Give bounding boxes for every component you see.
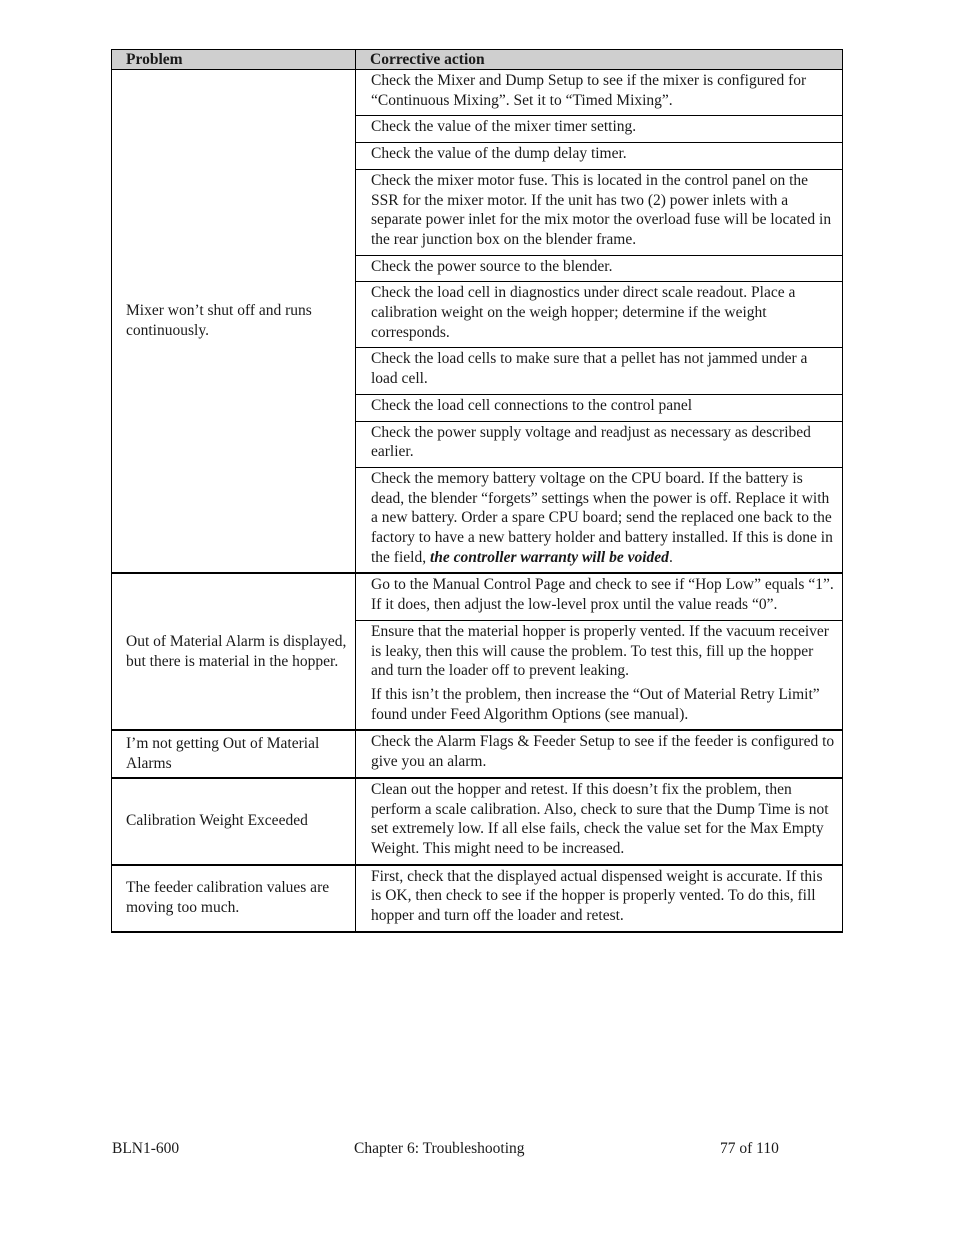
corrective-action-cell <box>356 348 843 394</box>
corrective-action-cell <box>356 620 843 730</box>
table-header-row <box>112 50 843 70</box>
table-row <box>112 730 843 777</box>
corrective-action-cell <box>356 169 843 255</box>
table-body <box>112 70 843 932</box>
action-paragraph <box>371 469 836 568</box>
action-paragraph <box>371 622 836 681</box>
problem-cell: I’m not getting Out of Material Alarms <box>112 730 356 777</box>
action-text: If this isn’t the problem, then increase the “Out of Material Retry Limit” found under Feed Algorithm Options (see manual). <box>371 685 820 723</box>
corrective-action-cell <box>356 143 843 170</box>
action-paragraph <box>371 144 836 164</box>
action-paragraph <box>371 780 836 859</box>
action-text: Check the Mixer and Dump Setup to see if the mixer is configured for “Continuous Mixing”. Set it to “Timed Mixing”. <box>371 72 807 109</box>
corrective-action-cell <box>356 573 843 620</box>
action-paragraph <box>371 171 836 250</box>
header-problem: Problem <box>112 50 356 70</box>
problem-cell: Calibration Weight Exceeded <box>112 778 356 865</box>
corrective-action-cell <box>356 421 843 467</box>
action-text: Check the mixer motor fuse. This is located in the control panel on the SSR for the mixer motor. If the unit has two (2) power inlets with a separate power inlet for the mix motor the overload fuse will be located in the rear junction box on the blender frame. <box>371 171 832 248</box>
action-text: Clean out the hopper and retest. If this doesn’t fix the problem, then perform a scale calibration. Also, check to sure that the Dump Time is not set extremely low. If all else fails, check the value set for the Max Empty Weight. This might need to be increased. <box>371 780 829 857</box>
footer-page-number: 77 of 110 <box>720 1140 779 1157</box>
table-row <box>112 70 843 116</box>
header-corrective-action: Corrective action <box>356 50 843 70</box>
corrective-action-cell <box>356 70 843 116</box>
action-paragraph <box>371 423 836 462</box>
action-paragraph <box>371 867 836 926</box>
action-paragraph <box>371 396 836 416</box>
action-text: Check the load cells to make sure that a pellet has not jammed under a load cell. <box>371 350 808 388</box>
corrective-action-cell <box>356 282 843 348</box>
action-text: Check the power supply voltage and readjust as necessary as described earlier. <box>371 423 811 461</box>
action-paragraph <box>371 732 836 771</box>
action-text: Check the value of the mixer timer setting. <box>371 118 637 136</box>
corrective-action-cell <box>356 778 843 865</box>
corrective-action-cell <box>356 255 843 282</box>
problem-cell: Out of Material Alarm is displayed, but there is material in the hopper. <box>112 573 356 730</box>
action-paragraph <box>371 349 836 388</box>
action-text: Check the power source to the blender. <box>371 257 613 275</box>
problem-cell: The feeder calibration values are moving too much. <box>112 865 356 932</box>
troubleshooting-table <box>111 49 843 933</box>
action-paragraph <box>371 685 836 724</box>
warranty-warning: the controller warranty will be voided <box>429 548 669 566</box>
problem-cell: Mixer won’t shut off and runs continuously. <box>112 70 356 574</box>
action-text: Check the load cell connections to the control panel <box>371 396 693 414</box>
action-text-tail: . <box>668 548 673 566</box>
action-paragraph <box>371 117 836 137</box>
table-row <box>112 865 843 932</box>
corrective-action-cell <box>356 116 843 143</box>
action-text: Ensure that the material hopper is properly vented. If the vacuum receiver is leaky, then this will cause the problem. To test this, fill up the hopper and turn the loader off to prevent leaking. <box>371 622 829 680</box>
corrective-action-cell <box>356 865 843 932</box>
action-text: First, check that the displayed actual dispensed weight is accurate. If this is OK, then check to see if the hopper is properly vented. To do this, fill hopper and turn off the loader and retest. <box>371 867 823 925</box>
table-row <box>112 573 843 620</box>
action-paragraph <box>371 257 836 277</box>
action-text: Check the memory battery voltage on the CPU board. If the battery is dead, the blender “forgets” settings when the power is off. Replace it with a new battery. Order a spare CPU board; send the replaced one back to the factory to have a new battery holder and battery installed. If this is done in the field, <box>371 469 833 566</box>
corrective-action-cell <box>356 394 843 421</box>
action-text: Check the load cell in diagnostics under direct scale readout. Place a calibration weight on the weigh hopper; determine if the weight corresponds. <box>371 284 796 341</box>
corrective-action-cell <box>356 467 843 573</box>
table-row <box>112 778 843 865</box>
action-text: Go to the Manual Control Page and check to see if “Hop Low” equals “1”. If it does, then adjust the low-level prox until the value reads “0”. <box>371 576 834 614</box>
action-text: Check the Alarm Flags & Feeder Setup to see if the feeder is configured to give you an alarm. <box>371 733 835 771</box>
footer-chapter: Chapter 6: Troubleshooting <box>354 1140 525 1157</box>
action-paragraph <box>371 71 836 110</box>
action-text: Check the value of the dump delay timer. <box>371 145 627 163</box>
action-paragraph <box>371 575 836 614</box>
corrective-action-cell <box>356 730 843 777</box>
footer-doc-id: BLN1-600 <box>112 1140 180 1157</box>
action-paragraph <box>371 283 836 342</box>
